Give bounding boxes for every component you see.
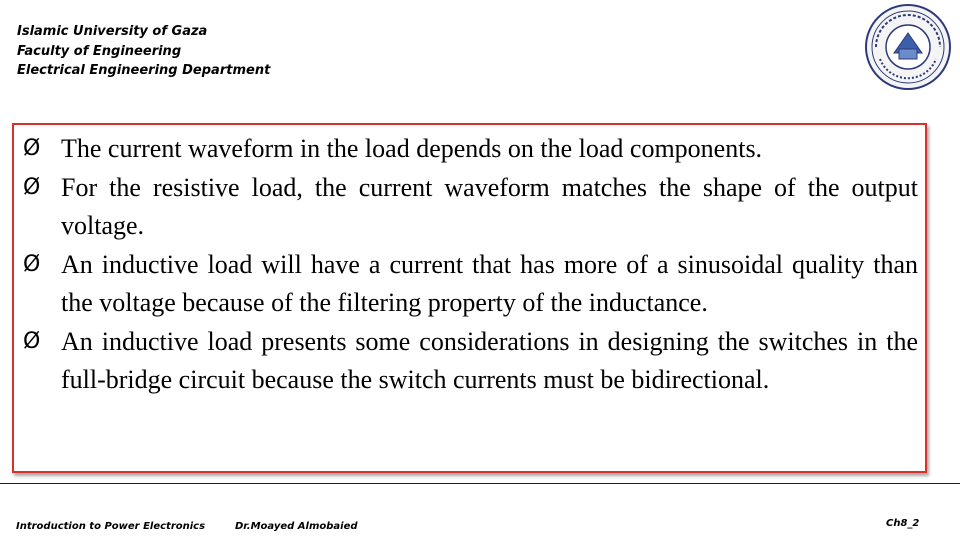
list-item: [21, 246, 918, 323]
page-number: Ch8_2: [886, 518, 920, 529]
institution-header: [17, 22, 270, 81]
university-name: Islamic University of Gaza: [17, 24, 208, 39]
course-title: Introduction to Power Electronics: [16, 521, 206, 532]
university-seal-icon: [864, 3, 952, 91]
list-item: [21, 130, 918, 169]
bullet-text: An inductive load presents some considerations in designing the switches in the full-bridge circuit because the switch currents must be bidirectional.: [61, 326, 918, 394]
bullet-text: For the resistive load, the current waveform matches the shape of the output voltage.: [61, 172, 918, 240]
author-name: Dr.Moayed Almobaied: [235, 521, 358, 532]
bullet-text: An inductive load will have a current that has more of a sinusoidal quality than the voltage because of the filtering property of the inductance.: [61, 249, 918, 317]
list-item: [21, 323, 918, 400]
arrow-bullet-icon: Ø: [23, 328, 41, 354]
arrow-bullet-icon: Ø: [23, 251, 41, 277]
list-item: [21, 169, 918, 246]
faculty-name: Faculty of Engineering: [17, 43, 182, 59]
content-box: [12, 123, 927, 473]
department-name: Electrical Engineering Department: [17, 63, 271, 78]
bullet-list: [21, 130, 918, 400]
footer-divider: [0, 483, 960, 484]
bullet-text: The current waveform in the load depends on the load components.: [61, 134, 763, 163]
arrow-bullet-icon: Ø: [23, 174, 41, 200]
arrow-bullet-icon: Ø: [23, 136, 41, 161]
